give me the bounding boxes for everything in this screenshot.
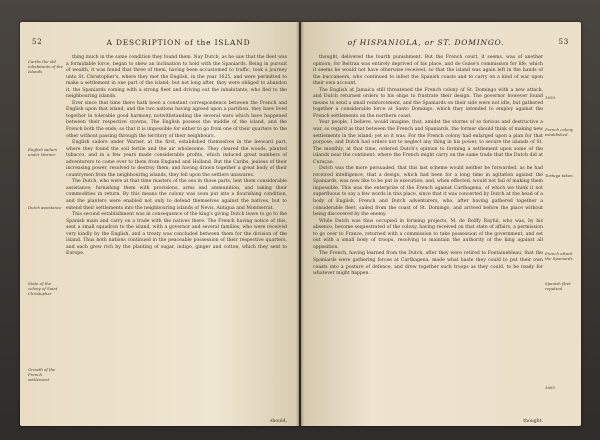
catchword: thought. <box>523 419 543 424</box>
page-number: 52 <box>32 38 43 46</box>
margin-note: French attack the Spaniards. <box>545 251 574 262</box>
margin-note: Growth of the French settlement <box>28 367 56 383</box>
margin-note: French colony established. <box>545 127 574 138</box>
body-text <box>66 55 287 416</box>
paragraph: thing much in the same condition they found them. Nay Dutch, as he saw that the fleet was a formidable force, began to shew an inclination to hold with the Spaniards. Being in pursuit of wealth, it was found that three of them, having been accustomed to traffic, took a journey unto St. Christopher's, where they met the English, in the year 1625, and were permitted to make a settlement in one part of the island; but not long after, they were obliged to abandon it, the Spaniards coming with a strong fleet and driving out the inhabitants, who fled to the neighbouring islands. <box>66 55 287 100</box>
paragraph: Dutch was the more persuaded, that this last scheme would neither be forwarded, as he had received intelligence, that a design, which had been for a long time in agitation against the Spaniards, was now like to be put in execution; and, when effected, would not fail of making them impossible. This was the enterprize of the French against Carthagena, of which we think it not superfluous to say a few words in this place, since that it was concerted by Dutch at the head of a body of English, French and Dutch adventurers, who, after having gathered together a considerable fleet, sailed from the coast of St. Domingo, and arrived before the place without being discovered by the enemy. <box>313 166 543 218</box>
page-number: 53 <box>558 38 569 46</box>
left-page-header <box>32 38 287 50</box>
paragraph: The French, having learned from the Dutch, after they were retired to Fontainebleau, that the Spaniards were gathering forces at Carthagena, made what haste they could to put their own coasts into a posture of defence, and drew together such troops as they could, to be ready for whatever might happen. <box>313 251 543 277</box>
paragraph: The English at Jamaica still threatened the French colony of St. Domingo with a new attack, and Dutch returned orders to his ships to frustrate their design. The governor however found means to send a small reinforcement, and the Spaniards on their side were not idle, but gathered together a considerable force at Santo Domingo, which they intended to employ against the French settlements on the northern coast. <box>313 87 543 119</box>
paragraph: Ever since that time there hath been a constant correspondence between the French and English upon that island; and the two nations having agreed upon a partition, they have lived together in tolerable good harmony, notwithstanding the several wars which have happened between their respective crowns. The English possess the middle of the island, and the French both the ends; so that it is impossible for either to go from one of their quarters to the other without passing through the territory of their neighbours. <box>66 100 287 139</box>
paragraph: The Dutch, who were at that time masters of the sea in those parts, lent them considerable assistance; furnishing them with provisions, arms and ammunition, and taking their commodities in return. By this means the colony was soon put into a flourishing condition, and the planters were enabled not only to defend themselves against the natives, but to extend their settlements into the neighbouring islands of Nevis, Antigua and Montserrat. <box>66 179 287 211</box>
running-title: of HISPANIOLA, or ST. DOMINGO. <box>347 38 505 47</box>
margin-note: Caribs the old inhabitants of the Islands <box>28 59 63 75</box>
margin-note: 1665. <box>545 385 557 390</box>
margin-note: Tortuga taken. <box>545 173 574 178</box>
margin-note: Spanish fleet repulsed. <box>545 281 571 292</box>
margin-note: Dutch assistance <box>28 205 62 210</box>
paragraph: thought, delivered the fourth punishment. But the French court, it seems, was of another opinion; for Beltran was entirely deprived of his place, and de Guise's commission for life, which it seems he would not have otherwise received, so that the island was again left in the hands of the buccaneers, who continued to infest the Spanish coasts and to carry on a kind of war upon their own account. <box>313 55 543 87</box>
paragraph: English sailors under Warner, at the first, established themselves in the leeward part, where they found the soil fertile and the air wholesome. They cleared the woods, planted tobacco, and in a few years made considerable profits, which induced great numbers of adventurers to come over to them from England and Holland. But the Caribs, jealous of their increasing power, resolved to destroy them; and having drawn together a great body of their countrymen from the neighbouring islands, they fell upon the settlers unawares. <box>66 140 287 178</box>
paragraph: While Dutch was thus occupied in forming projects, M. de Boiffy Rayful, who was, by his absence, become sequestrated of the colony, having received on that state of affairs, a permission to go over to France, returned with a commission to take possession of the government, and set out with a small body of troops, resolving to maintain the authority of the king against all opposition. <box>313 218 543 250</box>
margin-note: English sailors under Warner <box>28 147 58 158</box>
book-gutter <box>296 22 304 426</box>
margin-note: State of the colony of Saint Christopher <box>28 281 58 297</box>
paragraph: Your people, I believe, would imagine, that, amidst the storms of so furious and destructive a war, so regard as that between the French and Spaniards, the former should think of making new settlements in the island; yet so it was. For the French colony had enlarged upon a plan for that purpose, and Dutch had orders not to neglect any thing in his power, to secure the islands of St. The monthly, at that time, ordered Dutch's opinion to forming a settlement upon some of the islands near the continent; where the French might carry on the same trade that the Dutch did at Curaçao. <box>313 120 543 165</box>
right-page <box>301 22 581 426</box>
right-page-header <box>313 38 569 50</box>
body-text <box>313 55 543 416</box>
paragraph: This second establishment was in consequence of the king's giving Dutch leave to go to the Spanish main and carry on a trade with the natives there. The French having notice of this, sent a small squadron to the island, with a governor and several families, who were received very kindly by the English, and a treaty was concluded between them for the division of the island. Thus both nations continued in the peaceable possession of their respective quarters, and each grew rich by the planting of sugar, indigo, ginger and cotton, which they sent to Europe. <box>66 212 287 257</box>
catchword: should, <box>270 419 287 424</box>
left-page <box>20 22 299 426</box>
running-title: A DESCRIPTION of the ISLAND <box>106 38 251 47</box>
margin-note: 1659. <box>545 95 557 100</box>
